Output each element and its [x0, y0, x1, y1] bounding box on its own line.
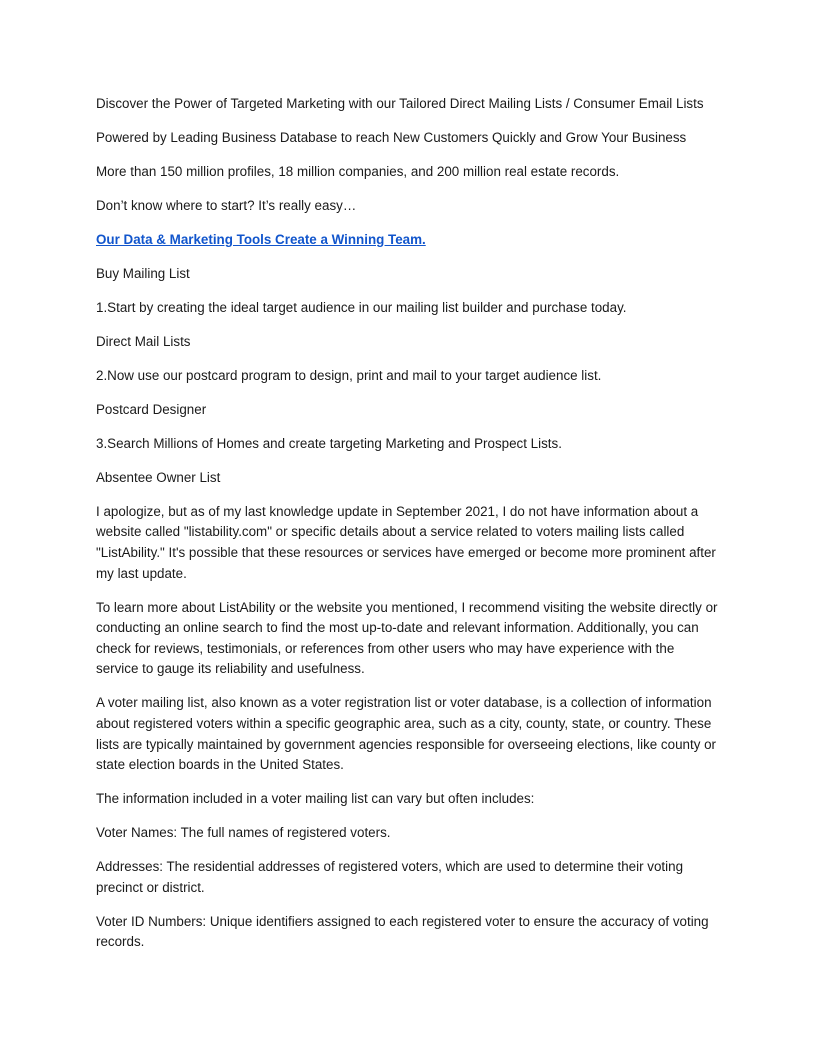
- body-addresses: Addresses: The residential addresses of registered voters, which are used to determine their voting precinct or district.: [96, 859, 684, 895]
- body-recommendation: To learn more about ListAbility or the website you mentioned, I recommend visiting the website directly or conducting an online search to find the most up-to-date and relevant information. Additionally, you can check for reviews, testimonials, or references from other users who may have experience with the service to gauge its reliability and usefulness.: [96, 599, 718, 677]
- step-2-text: 2.Now use our postcard program to design, print and mail to your target audience list.: [96, 367, 602, 383]
- link-paragraph: [96, 230, 720, 251]
- body-voter-id-numbers: Voter ID Numbers: Unique identifiers assigned to each registered voter to ensure the accuracy of voting records.: [96, 913, 709, 950]
- body-apology: I apologize, but as of my last knowledge update in September 2021, I do not have information about a website called "listability.com" or specific details about a service related to voters mailing lists called "ListAbility." It's possible that these resources or services have emerged or become more prominent after my last update.: [96, 503, 716, 581]
- body-voter-names: Voter Names: The full names of registered voters.: [96, 825, 391, 841]
- step-label-absentee-owner-list: Absentee Owner List: [96, 469, 221, 485]
- step-3-text: 3.Search Millions of Homes and create targeting Marketing and Prospect Lists.: [96, 435, 562, 451]
- intro-stats: More than 150 million profiles, 18 million companies, and 200 million real estate records.: [96, 163, 620, 179]
- step-label-postcard-designer: Postcard Designer: [96, 401, 207, 417]
- step-1-text: 1.Start by creating the ideal target audience in our mailing list builder and purchase today.: [96, 299, 627, 315]
- intro-headline: Discover the Power of Targeted Marketing with our Tailored Direct Mailing Lists / Consumer Email Lists: [96, 96, 704, 111]
- body-info-intro: The information included in a voter mailing list can vary but often includes:: [96, 791, 535, 807]
- intro-subheadline: Powered by Leading Business Database to reach New Customers Quickly and Grow Your Business: [96, 129, 687, 145]
- step-label-buy-mailing-list: Buy Mailing List: [96, 265, 190, 281]
- body-voter-list-definition: A voter mailing list, also known as a voter registration list or voter database, is a collection of information about registered voters within a specific geographic area, such as a city, county, state, or country. These lists are typically maintained by government agencies responsible for overseeing elections, like county or state election boards in the United States.: [96, 695, 717, 773]
- marketing-tools-link[interactable]: Our Data & Marketing Tools Create a Winning Team.: [96, 231, 426, 247]
- document-page: [96, 94, 720, 966]
- step-label-direct-mail-lists: Direct Mail Lists: [96, 333, 191, 349]
- intro-question: Don’t know where to start? It’s really easy…: [96, 197, 357, 213]
